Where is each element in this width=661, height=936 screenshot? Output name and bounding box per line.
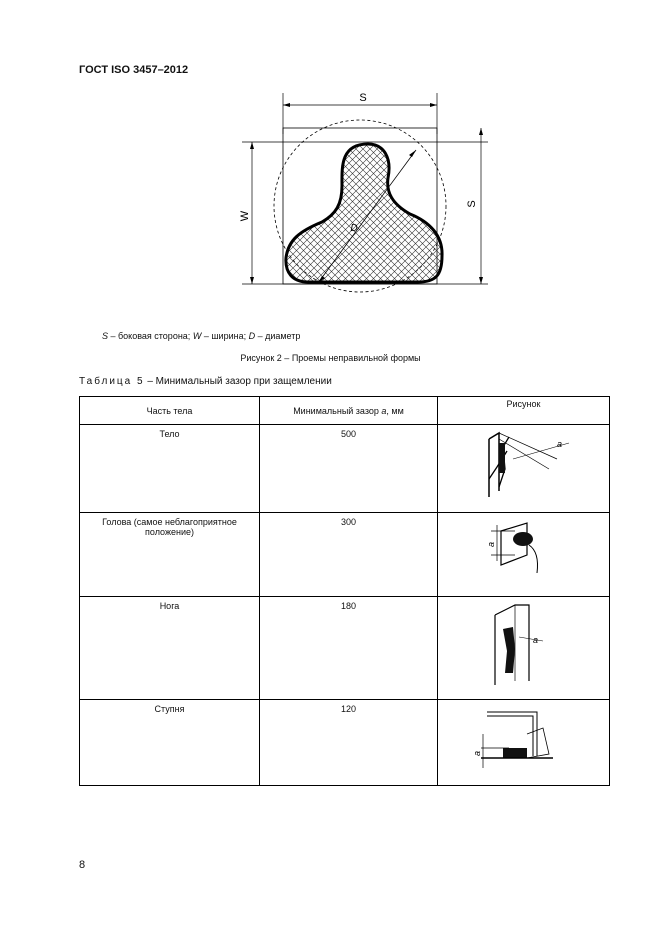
cell-picture bbox=[438, 700, 610, 786]
leg-gap-illustration bbox=[469, 601, 579, 687]
pic-label-a: a bbox=[485, 541, 496, 547]
table-row bbox=[80, 597, 610, 700]
irregular-opening-figure bbox=[230, 86, 490, 296]
table-row bbox=[80, 700, 610, 786]
foot-gap-illustration bbox=[469, 704, 579, 774]
cell-part: Нога bbox=[80, 597, 260, 700]
cell-part: Голова (самое неблагоприятное положение) bbox=[80, 513, 260, 597]
body-gap-illustration bbox=[469, 429, 579, 501]
opening-shape bbox=[286, 144, 442, 282]
label-s-right: S bbox=[466, 200, 478, 208]
cell-picture bbox=[438, 513, 610, 597]
label-s-top: S bbox=[359, 92, 367, 104]
label-w: W bbox=[239, 210, 251, 222]
table-caption: Таблица 5 – Минимальный зазор при защемлении bbox=[79, 376, 332, 387]
cell-part: Тело bbox=[80, 425, 260, 513]
cell-gap: 300 bbox=[260, 513, 438, 597]
cell-gap: 120 bbox=[260, 700, 438, 786]
header-body-part: Часть тела bbox=[80, 397, 260, 425]
page-number: 8 bbox=[79, 859, 86, 871]
cell-picture bbox=[438, 425, 610, 513]
pic-label-a: a bbox=[556, 439, 562, 449]
figure-caption: Рисунок 2 – Проемы неправильной формы bbox=[240, 353, 421, 363]
table-header-row bbox=[80, 397, 610, 425]
cell-part: Ступня bbox=[80, 700, 260, 786]
head-gap-illustration bbox=[469, 517, 579, 581]
cell-gap: 500 bbox=[260, 425, 438, 513]
header-min-gap: Минимальный зазор a, мм bbox=[260, 397, 438, 425]
document-title: ГОСТ ISO 3457–2012 bbox=[79, 64, 189, 76]
label-d: D bbox=[350, 223, 358, 234]
cell-gap: 180 bbox=[260, 597, 438, 700]
table-row bbox=[80, 425, 610, 513]
cell-picture bbox=[438, 597, 610, 700]
table-row bbox=[80, 513, 610, 597]
pic-label-a: a bbox=[471, 750, 482, 756]
min-gap-table bbox=[79, 396, 610, 786]
figure-legend: S – боковая сторона; W – ширина; D – диаметр bbox=[102, 331, 301, 341]
header-picture: Рисунок bbox=[438, 397, 610, 425]
pic-label-a: a bbox=[532, 635, 538, 645]
